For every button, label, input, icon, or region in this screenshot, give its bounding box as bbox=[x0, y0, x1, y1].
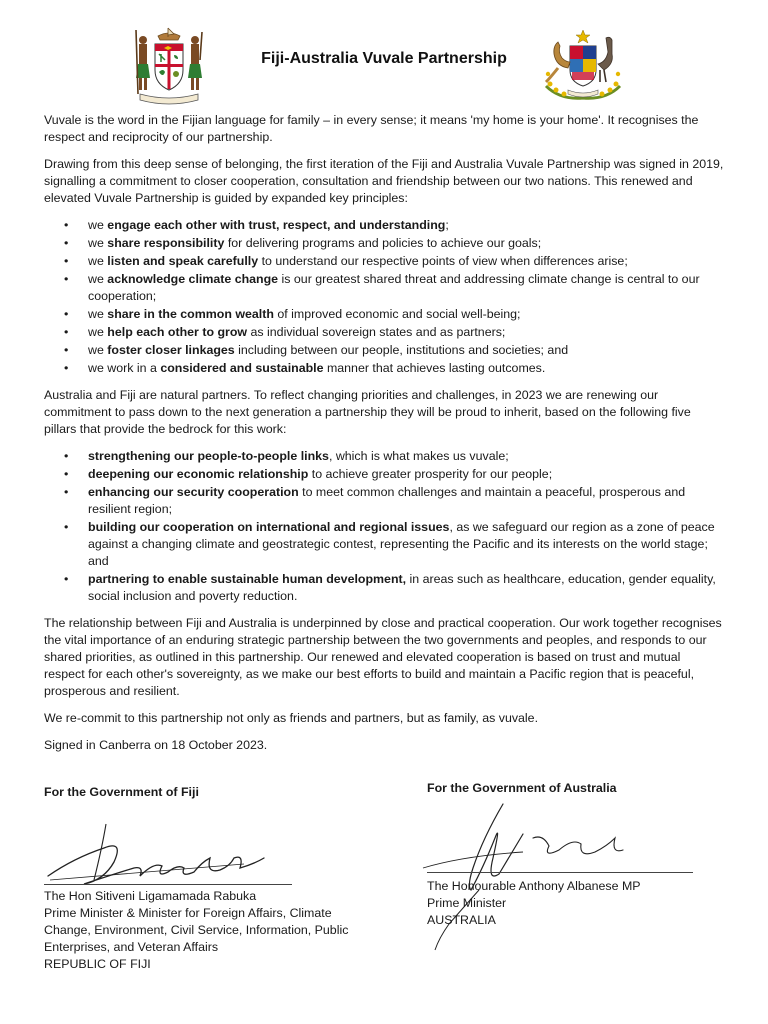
principles-list bbox=[44, 217, 724, 377]
australia-signatory bbox=[427, 780, 737, 927]
bullet-icon: • bbox=[64, 520, 69, 534]
australia-signatory-details: The Honourable Anthony Albanese MP Prime Minister AUSTRALIA bbox=[427, 879, 641, 927]
document-body bbox=[44, 112, 724, 764]
list-item: • we foster closer linkages including between our people, institutions and societies; and bbox=[64, 343, 569, 357]
bullet-icon: • bbox=[64, 361, 69, 375]
fiji-signature-line bbox=[44, 884, 292, 885]
list-item: • building our cooperation on international and regional issues, as we safeguard our region as a zone of peace against a changing climate and geostrategic contest, representing the Pacific and its interests on the world stage; and bbox=[64, 520, 715, 568]
bullet-icon: • bbox=[64, 572, 69, 586]
list-item: • we share responsibility for delivering programs and policies to achieve our goals; bbox=[64, 236, 542, 250]
fiji-signatory-heading: For the Government of Fiji bbox=[44, 785, 199, 799]
recommit-paragraph: We re-commit to this partnership not only as friends and partners, but as family, as vuvale. bbox=[44, 711, 539, 725]
signature-block bbox=[44, 781, 744, 1004]
list-item: • strengthening our people-to-people links, which is what makes us vuvale; bbox=[64, 449, 509, 463]
pillars-intro-paragraph: Australia and Fiji are natural partners. To reflect changing priorities and challenges, in 2023 we are renewing our commitment to pass down to the next generation a partnership they will be proud to inherit, based on the following five pillars that provide the bedrock for this work: bbox=[44, 388, 691, 436]
australia-coat-of-arms-icon bbox=[540, 28, 626, 104]
intro-paragraph: Vuvale is the word in the Fijian language for family – in every sense; it means 'my home is your home'. It recognises the respect and reciprocity of our partnership. bbox=[44, 113, 699, 144]
bullet-icon: • bbox=[64, 343, 69, 357]
bullet-icon: • bbox=[64, 485, 69, 499]
bullet-icon: • bbox=[64, 325, 69, 339]
list-item: • we help each other to grow as individual sovereign states and as partners; bbox=[64, 325, 506, 339]
relationship-paragraph: The relationship between Fiji and Australia is underpinned by close and practical cooperation. Our work together recognises the vital importance of an enduring strategic partnership between the two governments and peoples, and responds to our shared priorities, as outlined in this partnership. Our renewed and elevated cooperation is based on trust and mutual respect for each other's sovereignty, as we make our best efforts to build and maintain a Pacific region that is peaceful, prosperous and resilient. bbox=[44, 616, 722, 698]
list-item: • deepening our economic relationship to achieve greater prosperity for our people; bbox=[64, 467, 553, 481]
list-item: • we acknowledge climate change is our greatest shared threat and addressing climate change is central to our cooperation; bbox=[64, 272, 700, 303]
list-item: • we engage each other with trust, respect, and understanding; bbox=[64, 218, 449, 232]
bullet-icon: • bbox=[64, 272, 69, 286]
document-header bbox=[0, 20, 768, 106]
bullet-icon: • bbox=[64, 467, 69, 481]
bullet-icon: • bbox=[64, 449, 69, 463]
list-item: • enhancing our security cooperation to meet common challenges and maintain a peaceful, prosperous and resilient region; bbox=[64, 485, 686, 516]
list-item: • we listen and speak carefully to understand our respective points of view when differences arise; bbox=[64, 254, 628, 268]
bullet-icon: • bbox=[64, 254, 69, 268]
fiji-handwritten-signature bbox=[44, 818, 294, 890]
fiji-signatory-details: The Hon Sitiveni Ligamamada Rabuka Prime Minister & Minister for Foreign Affairs, Climate Change, Environment, Civil Service, Information, Public Enterprises, and Veteran Affairs REPUBLIC OF FIJI bbox=[44, 889, 349, 971]
page-title: Fiji-Australia Vuvale Partnership bbox=[261, 50, 507, 67]
background-paragraph: Drawing from this deep sense of belonging, the first iteration of the Fiji and Australia Vuvale Partnership was signed in 2019, signalling a commitment to closer cooperation, consultation and friendship between our two nations. This renewed and elevated Vuvale Partnership is guided by expanded key principles: bbox=[44, 157, 724, 205]
list-item: • we work in a considered and sustainable manner that achieves lasting outcomes. bbox=[64, 361, 546, 375]
list-item: • partnering to enable sustainable human development, in areas such as healthcare, education, gender equality, social inclusion and poverty reduction. bbox=[64, 572, 716, 603]
bullet-icon: • bbox=[64, 236, 69, 250]
bullet-icon: • bbox=[64, 218, 69, 232]
australia-signatory-heading: For the Government of Australia bbox=[427, 781, 617, 795]
signed-location-date: Signed in Canberra on 18 October 2023. bbox=[44, 738, 268, 752]
list-item: • we share in the common wealth of improved economic and social well-being; bbox=[64, 307, 521, 321]
australia-signature-line bbox=[427, 872, 693, 873]
pillars-list bbox=[44, 448, 724, 605]
fiji-signatory bbox=[44, 784, 384, 971]
bullet-icon: • bbox=[64, 307, 69, 321]
